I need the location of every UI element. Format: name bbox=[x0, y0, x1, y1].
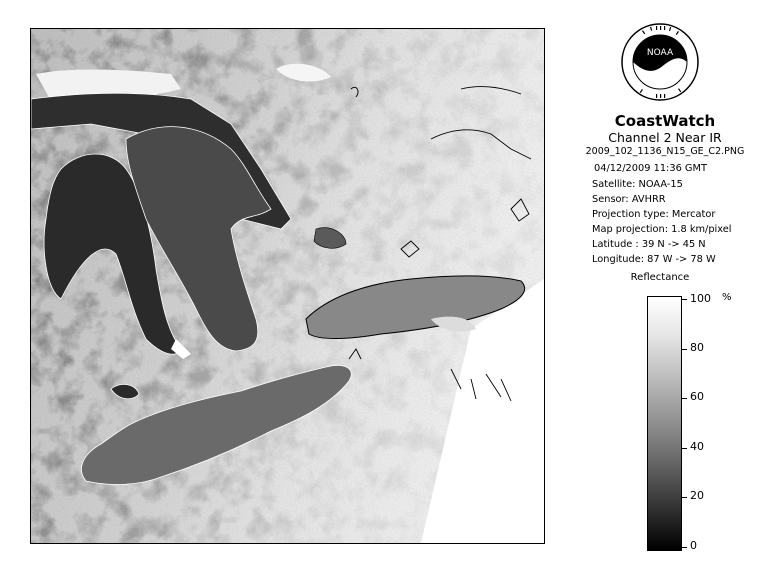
legend-title: Reflectance bbox=[630, 272, 690, 283]
colorbar-label: 60 bbox=[690, 390, 704, 403]
reflectance-colorbar bbox=[647, 296, 682, 551]
colorbar-tick bbox=[681, 547, 687, 548]
colorbar-tick bbox=[681, 398, 687, 399]
filename-label: 2009_102_1136_N15_GE_C2.PNG bbox=[585, 146, 745, 157]
colorbar-tick bbox=[681, 299, 687, 300]
projection-type-label: Projection type: Mercator bbox=[592, 209, 716, 220]
colorbar-label: 80 bbox=[690, 341, 704, 354]
map-projection-label: Map projection: 1.8 km/pixel bbox=[592, 224, 732, 235]
logo-text: NOAA bbox=[646, 48, 674, 58]
colorbar-label: 100 bbox=[690, 292, 711, 305]
legend-unit: % bbox=[722, 292, 732, 303]
latitude-label: Latitude : 39 N -> 45 N bbox=[592, 239, 706, 250]
colorbar-label: 20 bbox=[690, 489, 704, 502]
datetime-label: 04/12/2009 11:36 GMT bbox=[594, 163, 707, 174]
sensor-label: Sensor: AVHRR bbox=[592, 194, 666, 205]
colorbar-label: 0 bbox=[690, 539, 697, 552]
noaa-logo-icon bbox=[620, 22, 700, 102]
channel-subtitle: Channel 2 Near IR bbox=[608, 130, 722, 145]
colorbar-tick bbox=[681, 497, 687, 498]
longitude-label: Longitude: 87 W -> 78 W bbox=[592, 254, 716, 265]
colorbar-tick bbox=[681, 448, 687, 449]
satellite-label: Satellite: NOAA-15 bbox=[592, 179, 683, 190]
colorbar-label: 40 bbox=[690, 440, 704, 453]
app-title: CoastWatch bbox=[614, 112, 716, 130]
colorbar-tick bbox=[681, 349, 687, 350]
satellite-map bbox=[30, 28, 545, 544]
